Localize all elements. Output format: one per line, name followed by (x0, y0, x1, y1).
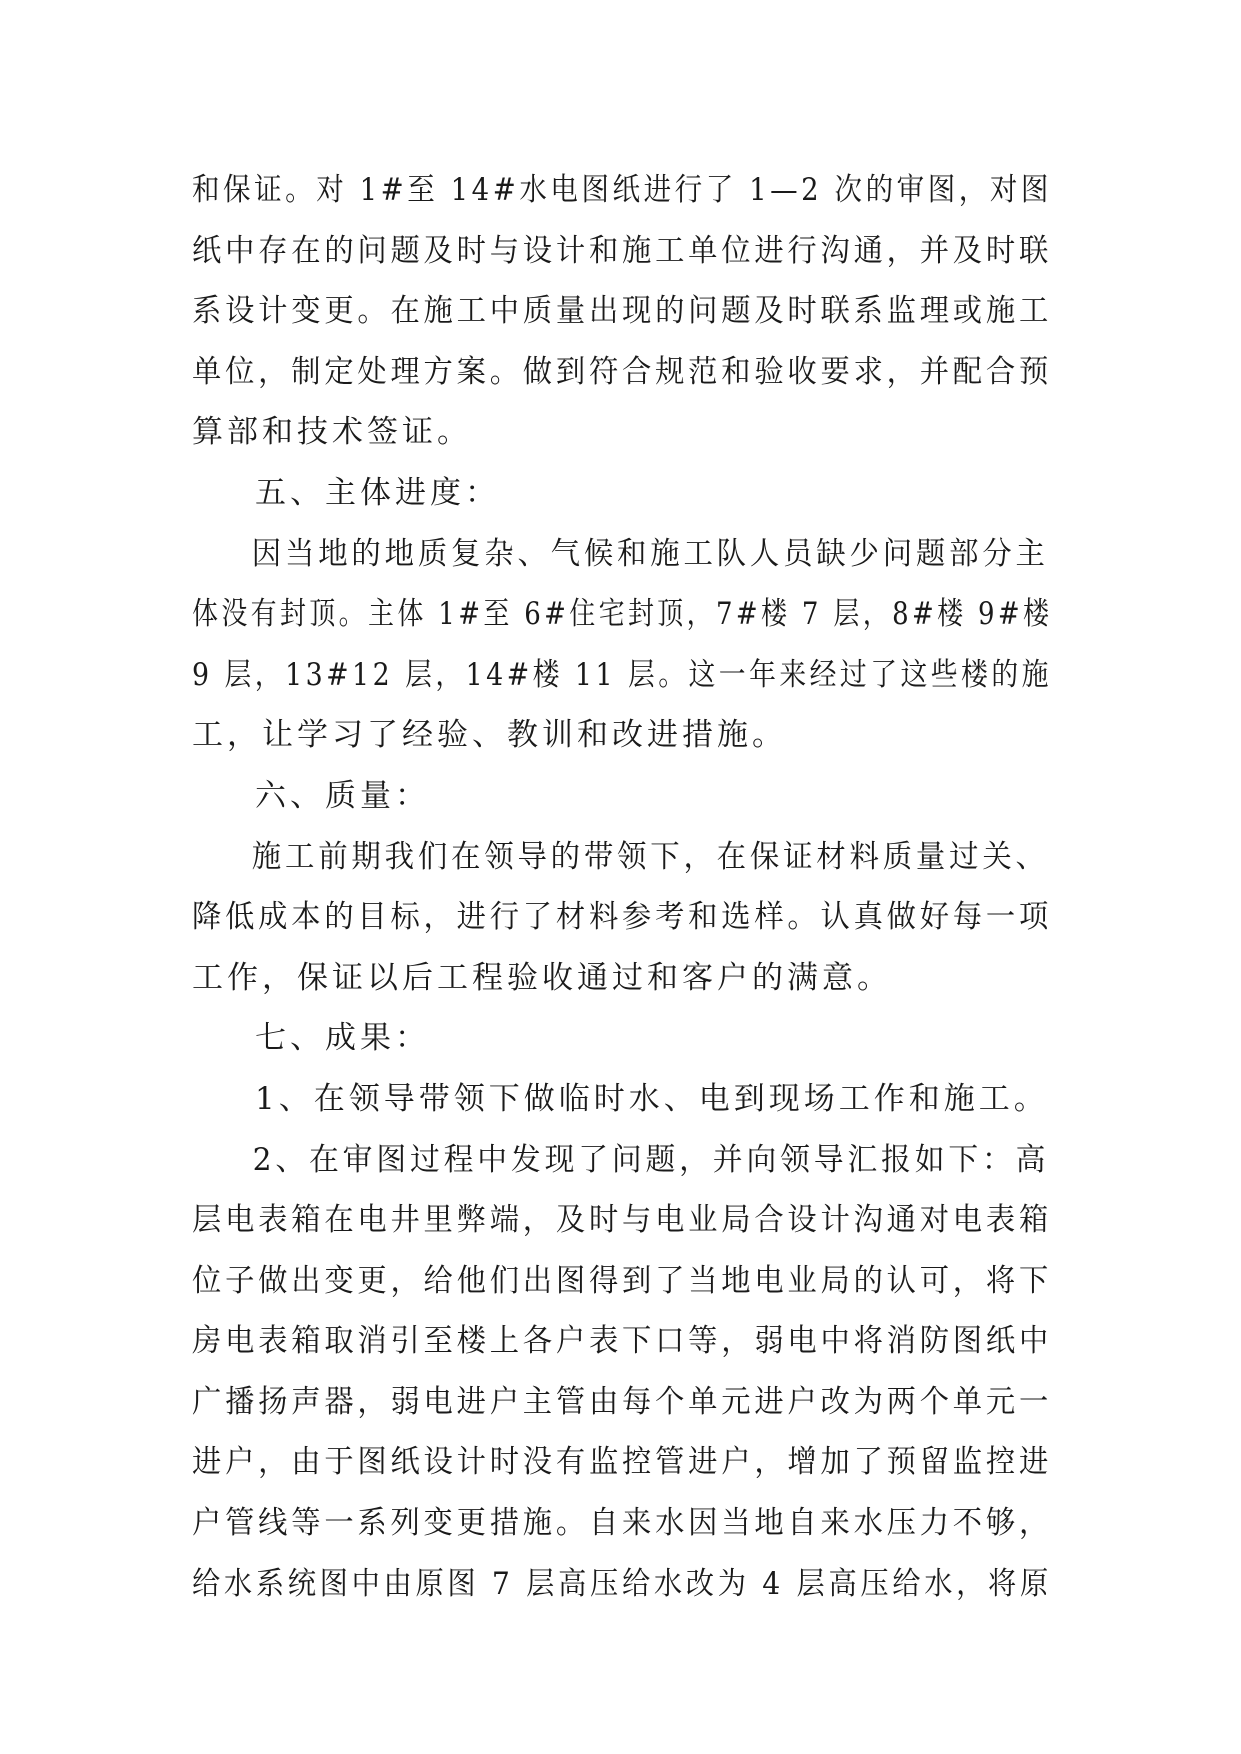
text-line: 六、质量： (255, 777, 430, 814)
text-line: 进户，由于图纸设计时没有监控管进户，增加了预留监控进 (192, 1444, 1053, 1481)
text-line: 工作，保证以后工程验收通过和客户的满意。 (192, 959, 892, 996)
text-line: 工，让学习了经验、教训和改进措施。 (192, 717, 787, 754)
text-line: 位子做出变更，给他们出图得到了当地电业局的认可，将下 (192, 1262, 1053, 1299)
text-line: 广播扬声器，弱电进户主管由每个单元进户改为两个单元一 (192, 1383, 1053, 1420)
text-line: 9 层，13#12 层，14#楼 11 层。这一年来经过了这些楼的施 (192, 656, 1052, 693)
text-line: 给水系统图中由原图 7 层高压给水改为 4 层高压给水，将原 (192, 1565, 1052, 1602)
text-line: 单位，制定处理方案。做到符合规范和验收要求，并配合预 (192, 353, 1053, 390)
text-line: 纸中存在的问题及时与设计和施工单位进行沟通，并及时联 (192, 232, 1053, 269)
text-line: 房电表箱取消引至楼上各户表下口等，弱电中将消防图纸中 (192, 1323, 1053, 1360)
text-line: 五、主体进度： (255, 474, 500, 511)
text-line: 层电表箱在电井里弊端，及时与电业局合设计沟通对电表箱 (192, 1202, 1053, 1239)
text-line: 系设计变更。在施工中质量出现的问题及时联系监理或施工 (192, 293, 1053, 330)
text-line: 降低成本的目标，进行了材料参考和选样。认真做好每一项 (192, 899, 1053, 936)
text-line: 算部和技术签证。 (192, 414, 472, 451)
text-line: 施工前期我们在领导的带领下，在保证材料质量过关、 (251, 838, 1049, 875)
document-body (192, 160, 1052, 1614)
text-line: 因当地的地质复杂、气候和施工队人员缺少问题部分主 (251, 535, 1049, 572)
text-line: 户管线等一系列变更措施。自来水因当地自来水压力不够， (192, 1505, 1053, 1542)
text-line: 2、在审图过程中发现了问题，并向领导汇报如下：高 (252, 1141, 1050, 1178)
text-line: 七、成果： (255, 1020, 430, 1057)
text-line: 1、在领导带领下做临时水、电到现场工作和施工。 (255, 1080, 1049, 1117)
text-line: 体没有封顶。主体 1#至 6#住宅封顶，7#楼 7 层，8#楼 9#楼 (192, 596, 1053, 633)
text-line: 和保证。对 1#至 14#水电图纸进行了 1—2 次的审图，对图 (192, 172, 1052, 208)
